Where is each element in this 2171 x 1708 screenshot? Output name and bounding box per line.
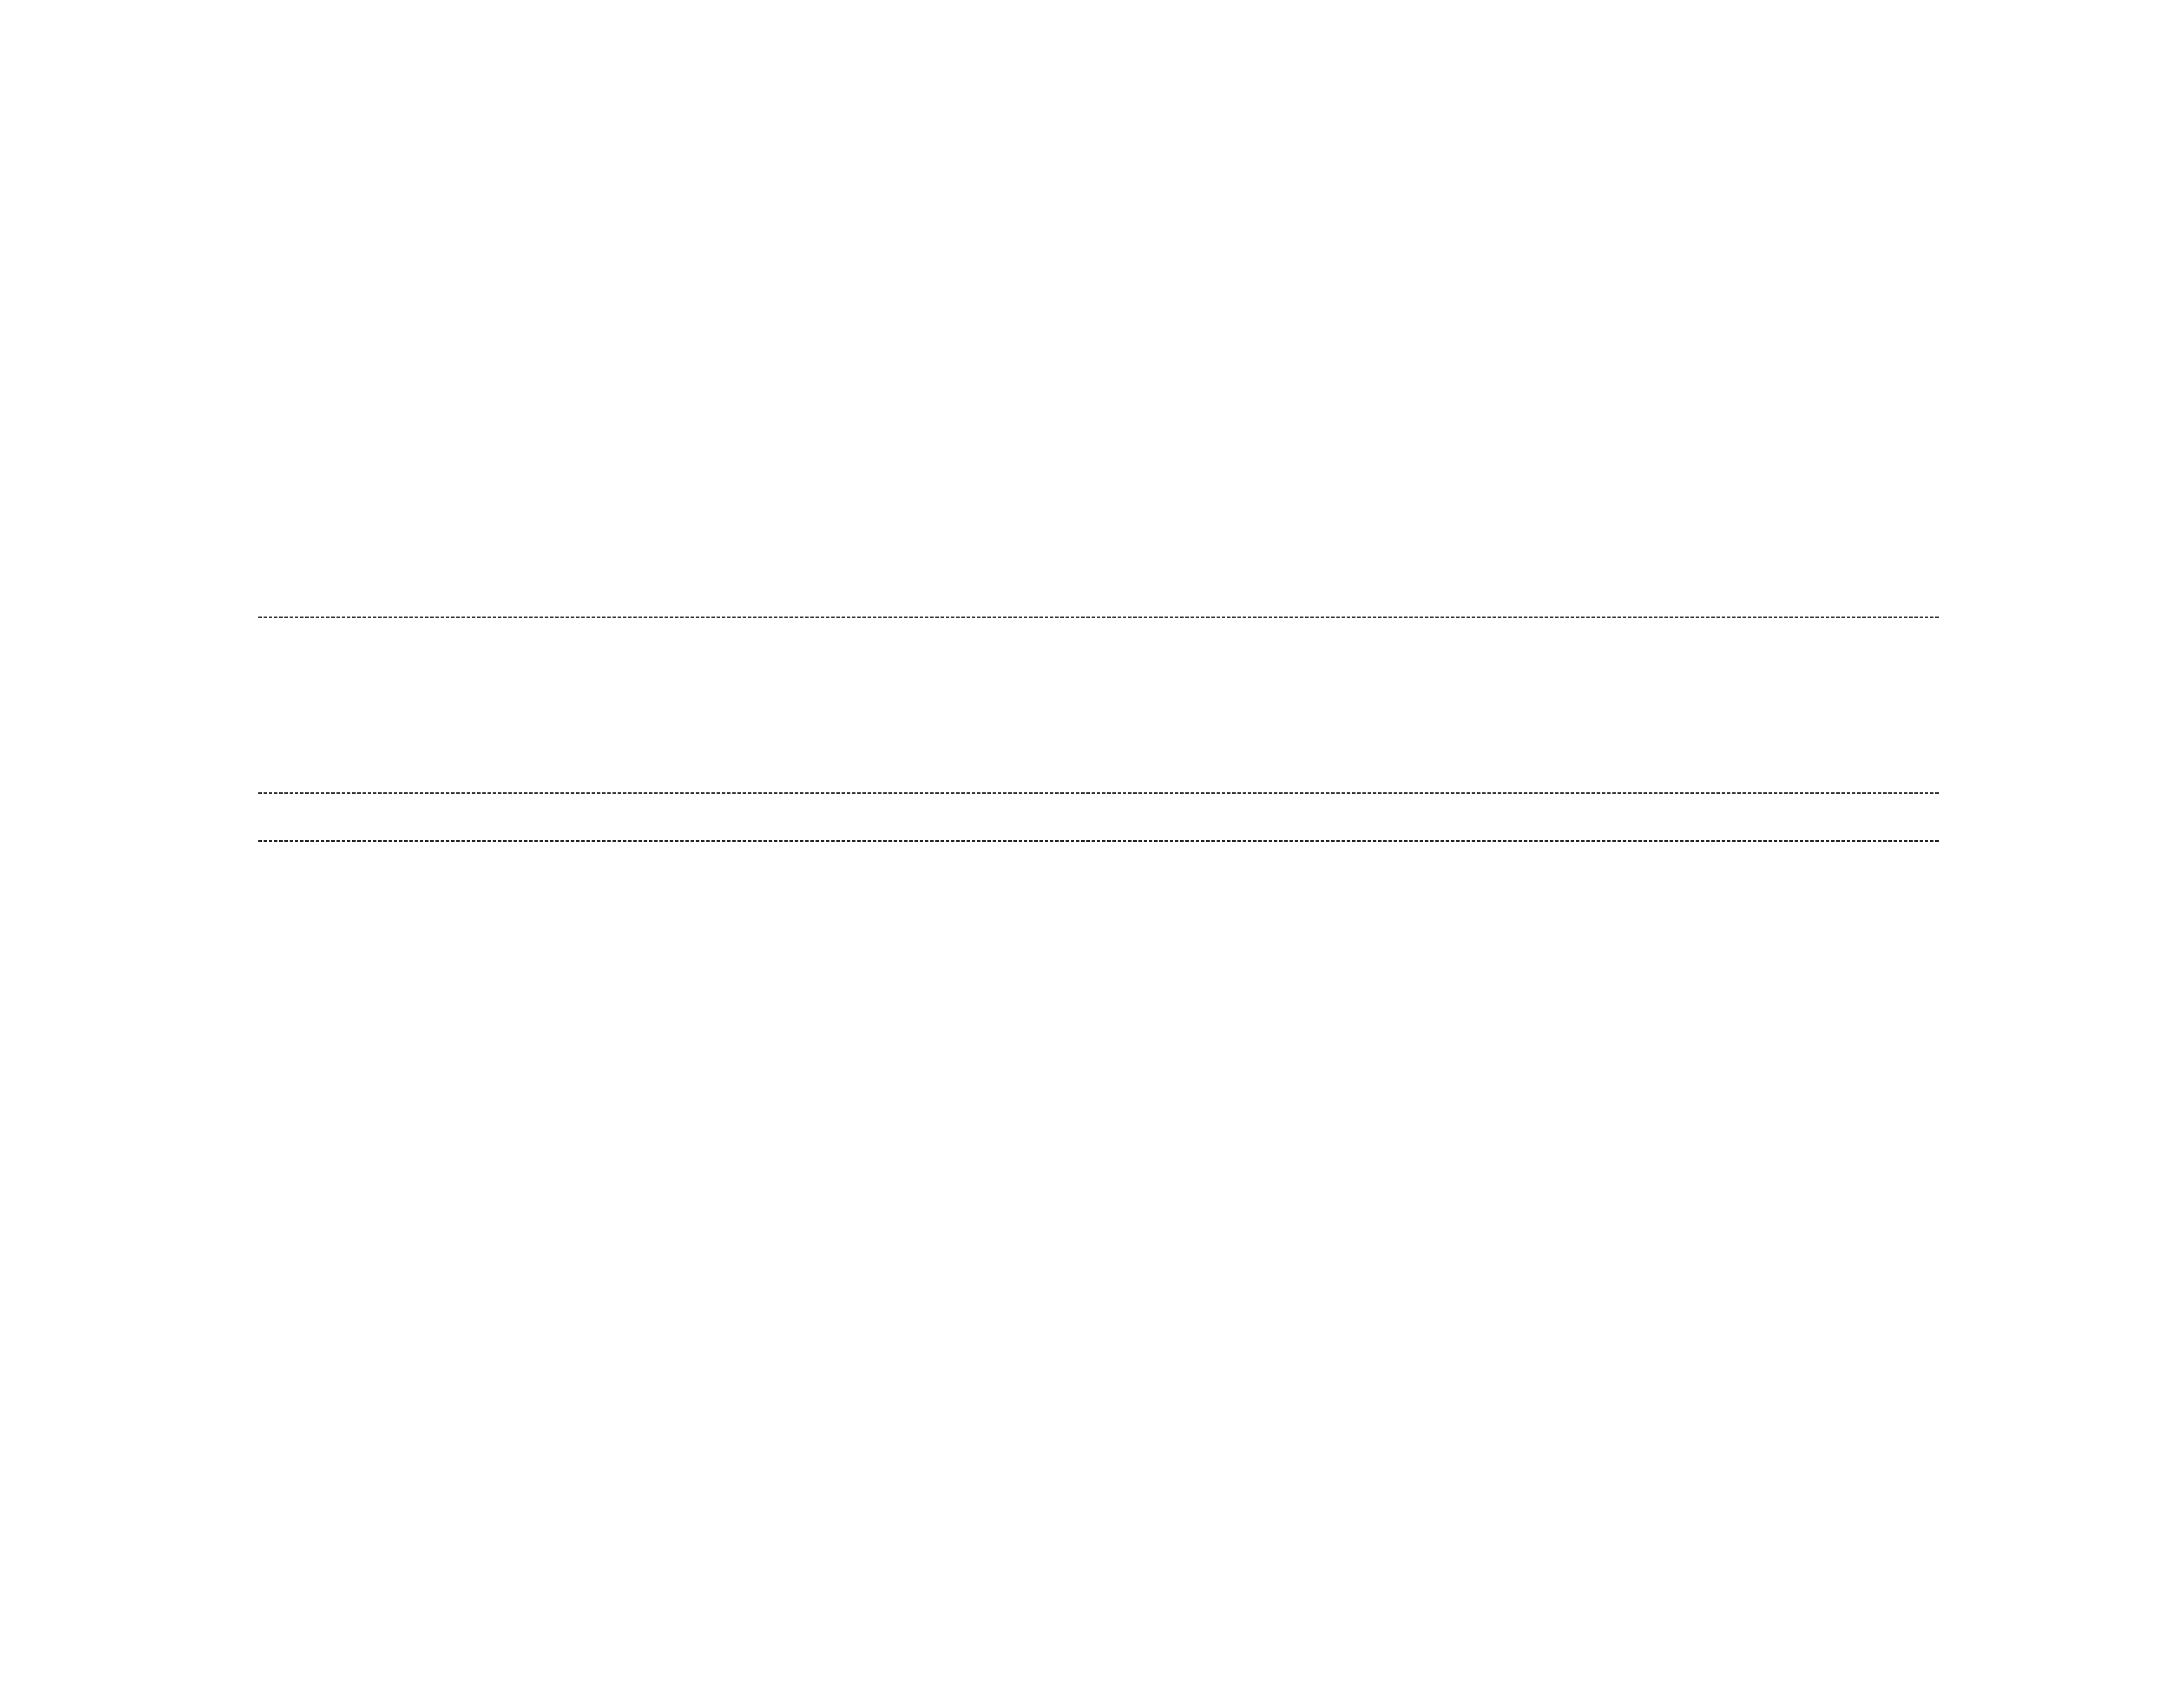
table-rule-header — [258, 792, 1939, 794]
table-rule-numbers — [258, 840, 1939, 842]
table-rule-top — [258, 617, 1939, 618]
